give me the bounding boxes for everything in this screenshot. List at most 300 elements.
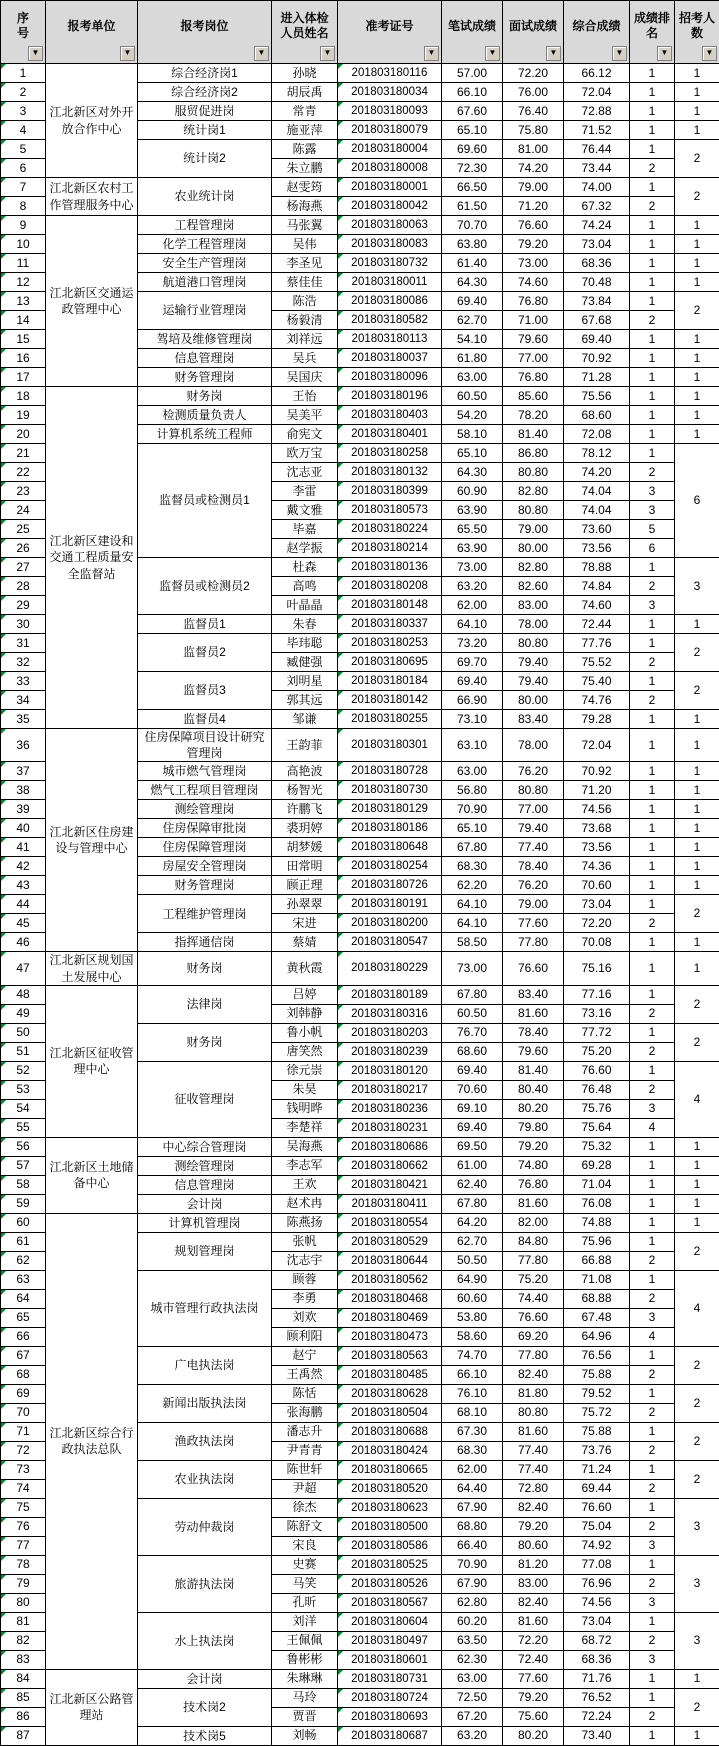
cell-rank: 1 [630,1061,675,1080]
cell-position: 驾培及维修管理岗 [138,330,272,349]
cell-rank: 2 [630,1289,675,1308]
cell-rank: 1 [630,985,675,1004]
cell-no: 17 [1,368,46,387]
table-row [1,64,719,83]
cell-rank: 1 [630,368,675,387]
cell-name: 孔昕 [272,1593,338,1612]
cell-exam-id: 201803180093 [338,102,442,121]
cell-written-score: 60.90 [442,482,503,501]
cell-written-score: 69.40 [442,292,503,311]
cell-interview-score: 83.00 [503,1574,564,1593]
cell-exam-id: 201803180258 [338,444,442,463]
cell-written-score: 72.30 [442,159,503,178]
cell-combined-score: 70.08 [564,933,630,952]
cell-written-score: 63.90 [442,539,503,558]
cell-rank: 2 [630,1707,675,1726]
cell-written-score: 64.20 [442,1213,503,1232]
cell-interview-score: 76.60 [503,216,564,235]
cell-name: 沈志亚 [272,463,338,482]
cell-combined-score: 71.28 [564,368,630,387]
cell-name: 胡辰禹 [272,83,338,102]
cell-interview-score: 82.80 [503,558,564,577]
cell-written-score: 65.10 [442,444,503,463]
cell-combined-score: 74.04 [564,501,630,520]
cell-no: 71 [1,1422,46,1441]
cell-exam-id: 201803180253 [338,634,442,653]
cell-exam-id: 201803180573 [338,501,442,520]
cell-interview-score: 84.80 [503,1232,564,1251]
cell-interview-score: 79.40 [503,819,564,838]
cell-combined-score: 75.56 [564,387,630,406]
cell-recruit-count: 1 [675,102,719,121]
cell-rank: 1 [630,330,675,349]
cell-written-score: 66.90 [442,691,503,710]
cell-exam-id: 201803180554 [338,1213,442,1232]
cell-no: 40 [1,819,46,838]
cell-no: 43 [1,876,46,895]
cell-interview-score: 76.00 [503,83,564,102]
cell-name: 黄秋霞 [272,952,338,985]
cell-no: 28 [1,577,46,596]
cell-combined-score: 76.44 [564,140,630,159]
cell-written-score: 73.10 [442,710,503,729]
cell-exam-id: 201803180648 [338,838,442,857]
cell-rank: 6 [630,539,675,558]
cell-written-score: 76.10 [442,1384,503,1403]
cell-written-score: 63.00 [442,368,503,387]
cell-name: 杨海燕 [272,197,338,216]
cell-combined-score: 66.88 [564,1251,630,1270]
cell-exam-id: 201803180142 [338,691,442,710]
cell-rank: 2 [630,1004,675,1023]
cell-no: 52 [1,1061,46,1080]
cell-exam-id: 201803180086 [338,292,442,311]
table-row [1,1669,719,1688]
cell-position: 劳动仲裁岗 [138,1498,272,1555]
column-header-unit: 报考单位 ▼ [46,1,138,64]
cell-combined-score: 68.36 [564,254,630,273]
cell-interview-score: 83.40 [503,985,564,1004]
cell-interview-score: 80.00 [503,691,564,710]
cell-rank: 1 [630,615,675,634]
cell-interview-score: 81.20 [503,1555,564,1574]
cell-no: 83 [1,1650,46,1669]
cell-recruit-count: 2 [675,1422,719,1460]
cell-position: 财务岗 [138,1023,272,1061]
filter-dropdown-icon[interactable]: ▼ [702,46,717,61]
cell-no: 41 [1,838,46,857]
cell-name: 赵学振 [272,539,338,558]
cell-recruit-count: 2 [675,1346,719,1384]
cell-combined-score: 73.68 [564,819,630,838]
cell-exam-id: 201803180567 [338,1593,442,1612]
cell-written-score: 69.40 [442,1118,503,1137]
cell-name: 蔡婧 [272,933,338,952]
cell-combined-score: 67.68 [564,311,630,330]
filter-dropdown-icon[interactable]: ▼ [254,46,269,61]
cell-no: 7 [1,178,46,197]
cell-written-score: 58.60 [442,1327,503,1346]
cell-rank: 2 [630,691,675,710]
cell-name: 高艳波 [272,762,338,781]
cell-no: 1 [1,64,46,83]
cell-no: 5 [1,140,46,159]
cell-exam-id: 201803180724 [338,1688,442,1707]
cell-written-score: 65.10 [442,819,503,838]
cell-rank: 1 [630,254,675,273]
cell-written-score: 64.90 [442,1270,503,1289]
cell-name: 马张翼 [272,216,338,235]
cell-combined-score: 72.44 [564,615,630,634]
cell-position: 航道港口管理岗 [138,273,272,292]
cell-exam-id: 201803180042 [338,197,442,216]
cell-position: 城市管理行政执法岗 [138,1270,272,1346]
cell-combined-score: 76.60 [564,1498,630,1517]
cell-position: 中心综合管理岗 [138,1137,272,1156]
cell-no: 34 [1,691,46,710]
cell-combined-score: 74.20 [564,463,630,482]
cell-interview-score: 79.20 [503,1688,564,1707]
cell-position: 渔政执法岗 [138,1422,272,1460]
cell-recruit-count: 1 [675,406,719,425]
filter-dropdown-icon[interactable]: ▼ [657,46,672,61]
cell-no: 73 [1,1460,46,1479]
cell-position: 旅游执法岗 [138,1555,272,1612]
cell-written-score: 66.10 [442,83,503,102]
cell-no: 50 [1,1023,46,1042]
cell-written-score: 70.70 [442,216,503,235]
cell-rank: 2 [630,1441,675,1460]
cell-written-score: 65.50 [442,520,503,539]
cell-recruit-count: 2 [675,292,719,330]
cell-interview-score: 71.00 [503,311,564,330]
cell-no: 44 [1,895,46,914]
cell-interview-score: 79.20 [503,1137,564,1156]
cell-interview-score: 72.20 [503,64,564,83]
cell-recruit-count: 3 [675,1498,719,1555]
cell-rank: 1 [630,729,675,762]
cell-interview-score: 79.60 [503,1042,564,1061]
cell-rank: 2 [630,1479,675,1498]
cell-combined-score: 71.52 [564,121,630,140]
cell-rank: 1 [630,1346,675,1365]
cell-position: 化学工程管理岗 [138,235,272,254]
cell-interview-score: 79.00 [503,178,564,197]
cell-rank: 2 [630,463,675,482]
cell-written-score: 66.40 [442,1536,503,1555]
cell-interview-score: 81.00 [503,140,564,159]
cell-exam-id: 201803180726 [338,876,442,895]
cell-name: 朱昊 [272,1080,338,1099]
cell-written-score: 65.10 [442,121,503,140]
filter-dropdown-icon[interactable]: ▼ [120,46,135,61]
cell-exam-id: 201803180424 [338,1441,442,1460]
cell-position: 住房保障审批岗 [138,819,272,838]
cell-exam-id: 201803180662 [338,1156,442,1175]
cell-written-score: 69.10 [442,1099,503,1118]
cell-combined-score: 73.04 [564,235,630,254]
filter-dropdown-icon[interactable]: ▼ [612,46,627,61]
cell-written-score: 58.50 [442,933,503,952]
cell-written-score: 69.40 [442,1061,503,1080]
cell-exam-id: 201803180421 [338,1175,442,1194]
cell-name: 刘明星 [272,672,338,691]
filter-dropdown-icon[interactable]: ▼ [28,46,43,61]
cell-recruit-count: 4 [675,1061,719,1137]
cell-interview-score: 79.00 [503,895,564,914]
table-row [1,1213,719,1232]
cell-interview-score: 74.60 [503,273,564,292]
cell-recruit-count: 2 [675,672,719,710]
cell-interview-score: 78.40 [503,1023,564,1042]
cell-name: 刘欢 [272,1308,338,1327]
cell-interview-score: 76.60 [503,952,564,985]
cell-interview-score: 85.60 [503,387,564,406]
cell-no: 62 [1,1251,46,1270]
cell-name: 李雷 [272,482,338,501]
cell-combined-score: 71.08 [564,1270,630,1289]
cell-no: 30 [1,615,46,634]
cell-position: 征收管理岗 [138,1061,272,1137]
cell-rank: 1 [630,800,675,819]
cell-position: 会计岗 [138,1669,272,1688]
cell-rank: 2 [630,197,675,216]
cell-recruit-count: 2 [675,178,719,216]
cell-written-score: 57.00 [442,64,503,83]
cell-recruit-count: 1 [675,615,719,634]
cell-position: 法律岗 [138,985,272,1023]
cell-rank: 1 [630,1156,675,1175]
cell-rank: 1 [630,1726,675,1745]
cell-no: 3 [1,102,46,121]
cell-written-score: 67.80 [442,1194,503,1213]
cell-interview-score: 78.20 [503,406,564,425]
cell-rank: 2 [630,1080,675,1099]
cell-combined-score: 74.56 [564,800,630,819]
cell-combined-score: 70.92 [564,762,630,781]
cell-rank: 2 [630,653,675,672]
cell-written-score: 73.00 [442,952,503,985]
cell-no: 47 [1,952,46,985]
cell-unit: 江北新区土地储备中心 [46,1137,138,1213]
cell-name: 马玲 [272,1688,338,1707]
cell-interview-score: 82.00 [503,1213,564,1232]
cell-no: 24 [1,501,46,520]
cell-position: 工程管理岗 [138,216,272,235]
table-header [1,1,719,64]
cell-position: 技术岗2 [138,1688,272,1726]
cell-no: 76 [1,1517,46,1536]
cell-position: 监督员1 [138,615,272,634]
cell-combined-score: 68.88 [564,1289,630,1308]
cell-written-score: 64.10 [442,914,503,933]
cell-interview-score: 76.60 [503,1308,564,1327]
cell-combined-score: 75.76 [564,1099,630,1118]
cell-exam-id: 201803180731 [338,1669,442,1688]
cell-no: 70 [1,1403,46,1422]
cell-written-score: 62.00 [442,596,503,615]
cell-written-score: 64.10 [442,615,503,634]
cell-exam-id: 201803180120 [338,1061,442,1080]
cell-recruit-count: 1 [675,762,719,781]
cell-no: 11 [1,254,46,273]
cell-written-score: 73.20 [442,634,503,653]
cell-name: 李楚祥 [272,1118,338,1137]
cell-rank: 1 [630,1460,675,1479]
cell-interview-score: 74.40 [503,1289,564,1308]
cell-combined-score: 73.04 [564,1612,630,1631]
cell-exam-id: 201803180004 [338,140,442,159]
cell-position: 服贸促进岗 [138,102,272,121]
cell-written-score: 54.10 [442,330,503,349]
cell-no: 4 [1,121,46,140]
cell-written-score: 63.00 [442,762,503,781]
cell-combined-score: 73.76 [564,1441,630,1460]
cell-combined-score: 77.72 [564,1023,630,1042]
cell-position: 综合经济岗1 [138,64,272,83]
cell-recruit-count: 1 [675,1213,719,1232]
cell-position: 信息管理岗 [138,349,272,368]
cell-position: 检测质量负责人 [138,406,272,425]
table-row [1,216,719,235]
cell-exam-id: 201803180008 [338,159,442,178]
cell-combined-score: 74.04 [564,482,630,501]
cell-written-score: 70.60 [442,1080,503,1099]
cell-name: 王韵菲 [272,729,338,762]
cell-no: 45 [1,914,46,933]
cell-combined-score: 79.52 [564,1384,630,1403]
cell-no: 81 [1,1612,46,1631]
cell-no: 60 [1,1213,46,1232]
cell-no: 33 [1,672,46,691]
cell-name: 杨智光 [272,781,338,800]
cell-combined-score: 75.04 [564,1517,630,1536]
cell-position: 农业统计岗 [138,178,272,216]
cell-no: 55 [1,1118,46,1137]
cell-exam-id: 201803180034 [338,83,442,102]
cell-exam-id: 201803180001 [338,178,442,197]
cell-rank: 3 [630,1308,675,1327]
cell-rank: 1 [630,216,675,235]
cell-no: 56 [1,1137,46,1156]
cell-rank: 1 [630,1555,675,1574]
column-header-combined-score: 综合成绩 ▼ [564,1,630,64]
cell-position: 计算机管理岗 [138,1213,272,1232]
cell-interview-score: 79.40 [503,672,564,691]
cell-no: 20 [1,425,46,444]
cell-combined-score: 70.48 [564,273,630,292]
cell-name: 李勇 [272,1289,338,1308]
cell-position: 监督员4 [138,710,272,729]
cell-exam-id: 201803180688 [338,1422,442,1441]
column-header-position: 报考岗位 ▼ [138,1,272,64]
cell-unit: 江北新区综合行政执法总队 [46,1213,138,1669]
cell-written-score: 67.90 [442,1498,503,1517]
cell-rank: 1 [630,952,675,985]
cell-recruit-count: 1 [675,235,719,254]
cell-combined-score: 75.20 [564,1042,630,1061]
cell-combined-score: 74.60 [564,596,630,615]
cell-rank: 1 [630,1175,675,1194]
cell-recruit-count: 2 [675,985,719,1023]
cell-written-score: 64.10 [442,895,503,914]
cell-no: 63 [1,1270,46,1289]
cell-interview-score: 72.20 [503,1631,564,1650]
cell-interview-score: 86.80 [503,444,564,463]
cell-name: 徐杰 [272,1498,338,1517]
cell-exam-id: 201803180255 [338,710,442,729]
cell-interview-score: 80.80 [503,501,564,520]
cell-combined-score: 74.00 [564,178,630,197]
cell-name: 陈恬 [272,1384,338,1403]
cell-combined-score: 74.84 [564,577,630,596]
cell-combined-score: 75.64 [564,1118,630,1137]
cell-rank: 3 [630,1536,675,1555]
cell-name: 胡梦媛 [272,838,338,857]
cell-position: 安全生产管理岗 [138,254,272,273]
cell-recruit-count: 2 [675,1384,719,1422]
cell-recruit-count: 1 [675,933,719,952]
cell-combined-score: 71.04 [564,1175,630,1194]
cell-combined-score: 75.16 [564,952,630,985]
column-header-written-score: 笔试成绩 ▼ [442,1,503,64]
cell-combined-score: 74.92 [564,1536,630,1555]
cell-combined-score: 74.56 [564,1593,630,1612]
cell-rank: 1 [630,838,675,857]
cell-combined-score: 75.52 [564,653,630,672]
cell-rank: 1 [630,1023,675,1042]
cell-recruit-count: 1 [675,216,719,235]
filter-dropdown-icon[interactable]: ▼ [485,46,500,61]
cell-written-score: 58.10 [442,425,503,444]
cell-interview-score: 81.60 [503,1194,564,1213]
cell-combined-score: 73.56 [564,539,630,558]
cell-recruit-count: 1 [675,952,719,985]
cell-rank: 1 [630,819,675,838]
cell-name: 王佩佩 [272,1631,338,1650]
cell-written-score: 64.40 [442,1479,503,1498]
cell-position: 规划管理岗 [138,1232,272,1270]
cell-name: 刘韩静 [272,1004,338,1023]
cell-written-score: 67.80 [442,985,503,1004]
table-body [1,64,719,1746]
cell-interview-score: 76.80 [503,368,564,387]
cell-name: 刘祥远 [272,330,338,349]
cell-position: 城市燃气管理岗 [138,762,272,781]
filter-dropdown-icon[interactable]: ▼ [424,46,439,61]
cell-exam-id: 201803180063 [338,216,442,235]
cell-exam-id: 201803180239 [338,1042,442,1061]
cell-exam-id: 201803180229 [338,952,442,985]
filter-dropdown-icon[interactable]: ▼ [546,46,561,61]
cell-combined-score: 74.76 [564,691,630,710]
cell-written-score: 62.40 [442,1175,503,1194]
cell-name: 裘玥婷 [272,819,338,838]
cell-unit: 江北新区住房建设与管理中心 [46,729,138,952]
cell-no: 21 [1,444,46,463]
cell-written-score: 68.10 [442,1403,503,1422]
cell-name: 吴美平 [272,406,338,425]
cell-no: 69 [1,1384,46,1403]
cell-interview-score: 77.80 [503,1251,564,1270]
cell-rank: 1 [630,1422,675,1441]
filter-dropdown-icon[interactable]: ▼ [320,46,335,61]
cell-name: 孙晓 [272,64,338,83]
cell-interview-score: 76.20 [503,876,564,895]
cell-rank: 4 [630,1327,675,1346]
cell-name: 吕婷 [272,985,338,1004]
cell-interview-score: 74.20 [503,159,564,178]
